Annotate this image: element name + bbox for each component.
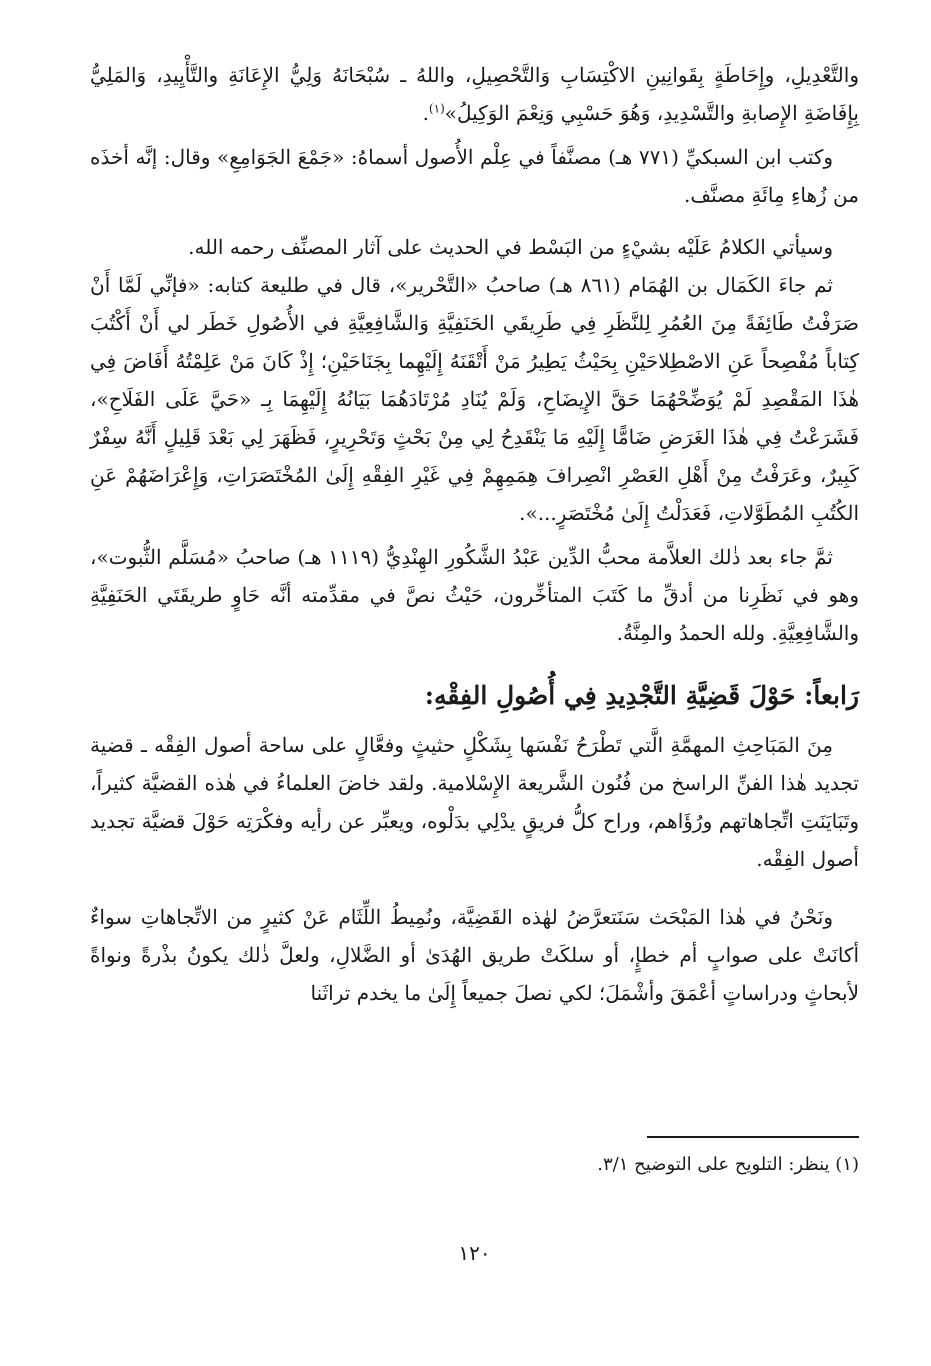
section-heading — [90, 674, 859, 718]
footnote-reference-mark: (١) — [428, 101, 445, 116]
page-number: ١٢٠ — [458, 1241, 491, 1265]
section-heading-label: رَابعاً: — [804, 681, 859, 710]
paragraph-4: ثم جاءَ الكَمَال بن الهُمَام (٨٦١ هـ) صاحبُ «التَّحْرير»، قال في طليعة كتابه: «فإنِّي لَمَّا أَنْ صَرَفْتُ طَائِفَةً مِنَ العُمُرِ لِلنَّظَرِ فِي طَرِيقَي الحَنَفِيَّةِ وَالشَّافِعِيَّةِ في الأُصُولِ خَطَر لي أَنْ أَكْتُبَ كِتاباً مُفْصِحاً عَنِ الاصْطِلاحَيْنِ بِحَيْثُ يَطِيرُ مَنْ أَتْقَنَهُ إِلَيْهِما بِجَنَاحَيْنِ؛ إِذْ كَانَ مَنْ عَلِمْتُهُ أَفَاضَ فِي هٰذَا المَقْصِدِ لَمْ يُوَضِّحْهُمَا حَقَّ الإِيضَاحِ، وَلَمْ يُنَادِ مُرْتَادَهُمَا بَيَانُهُ إِلَيْهِمَا بِـ «حَيَّ عَلَى الفَلَاحِ»، فَشَرَعْتُ فِي هٰذَا الغَرَضِ ضَامًّا إِلَيْهِ مَا يَنْقَدِحُ لِي مِنْ بَحْثٍ وَتَحْرِيرٍ، فَظَهَرَ لِي بَعْدَ قَلِيلٍ أَنَّهُ سِفْرٌ كَبِيرٌ، وعَرَفْتُ مِنْ أَهْلِ العَصْرِ انْصِرافَ هِمَمِهِمْ فِي غَيْرِ الفِقْهِ إِلَىٰ المُخْتَصَرَاتِ، وَإِعْرَاضَهُمْ عَنِ الكُتُبِ المُطَوَّلاتِ، فَعَدَلْتُ إِلَىٰ مُخْتَصَرٍ...». — [90, 273, 860, 525]
paragraph-1 — [90, 56, 859, 132]
paragraph-1-text: والتَّعْدِيلِ، وإِحَاطَةٍ بِقَوانِينِ الاكْتِسَابِ وَالتَّحْصِيلِ، واللهُ ـ سُبْحَانَهُ وَلِيُّ الإِعَانَةِ والتَّأْيِيدِ، وَالمَلِيُّ بِإِفَاضَةِ الإِصابةِ والتَّسْدِيدِ، وَهُوَ حَسْبِي وَنِعْمَ الوَكِيلُ» — [90, 63, 859, 125]
section-heading-title: حَوْلَ قَضِيَّةِ التَّجْدِيدِ فِي أُصُولِ الفِقْهِ: — [424, 681, 796, 710]
paragraph-5: ثمَّ جاء بعد ذٰلك العلاَّمة محبُّ الدِّين عَبْدُ الشَّكُورِ الهِنْدِيُّ (١١١٩ هـ) صاحبُ «مُسَلَّم الثُّبوت»، وهو في نَظَرِنا من أدقِّ ما كَتَبَ المتأخِّرون، حَيْثُ نصَّ في مقدِّمته أنَّه حَاوٍ طريقَتَي الحَنَفِيَّةِ والشَّافِعِيَّةِ. ولله الحمدُ والمِنَّةُ. — [90, 545, 859, 645]
paragraph-1-end: . — [422, 101, 429, 125]
paragraph-3: وسيأتي الكلامُ عَلَيْه بشيْءٍ من البَسْط في الحديث على آثار المصنِّف رحمه الله. — [188, 235, 833, 259]
paragraph-2: وكتب ابن السبكيِّ (٧٧١ هـ) مصنَّفاً في عِلْم الأُصول أسماهُ: «جَمْعَ الجَوَامِعِ» وقال: إنَّه أخذَه من زُهاءِ مِائَةِ مصنَّف. — [90, 145, 859, 207]
footnote-separator — [647, 1136, 859, 1138]
book-page — [90, 56, 859, 1366]
paragraph-7: ونَحْنُ في هٰذا المَبْحَث سَنَتعرَّضُ لهٰذه القَضِيَّة، ونُمِيطُ اللِّثَام عَنْ كثيرٍ من الاتِّجاهاتِ سواءٌ أكانَتْ على صوابٍ أم خطإٍ، أو سلكَتْ طريق الهُدَىٰ أو الضَّلالِ، ولعلَّ ذٰلك يكونُ بذْرةً ونواةً لأبحاثٍ ودراساتٍ أعْمَقَ وأشْمَلَ؛ لكي نصلَ جميعاً إِلَىٰ ما يخدم تراثَنا — [90, 905, 859, 1005]
paragraph-6: مِنَ المَبَاحِثِ المهمَّةِ الَّتي تَطْرَحُ نَفْسَها بِشَكْلٍ حثيثٍ وفعَّالٍ على ساحة أصول الفِقْه ـ قضية تجديد هٰذا الفنِّ الراسخ من فُنُون الشَّريعة الإِسْلامية. ولقد خاضَ العلماءُ في هٰذه القضيَّة كثيراً، وتَبَايَنَتِ اتِّجاهاتهم ورُؤَاهم، وراح كلُّ فريقٍ يدْلِي بدَلْوه، ويعبِّر عن رأيه وفكْرَتِه حَوْلَ قضيَّة تجديد أصول الفِقْه. — [90, 733, 859, 871]
footnote: (١) ينظر: التلويح على التوضيح ٣/١. — [597, 1154, 859, 1175]
